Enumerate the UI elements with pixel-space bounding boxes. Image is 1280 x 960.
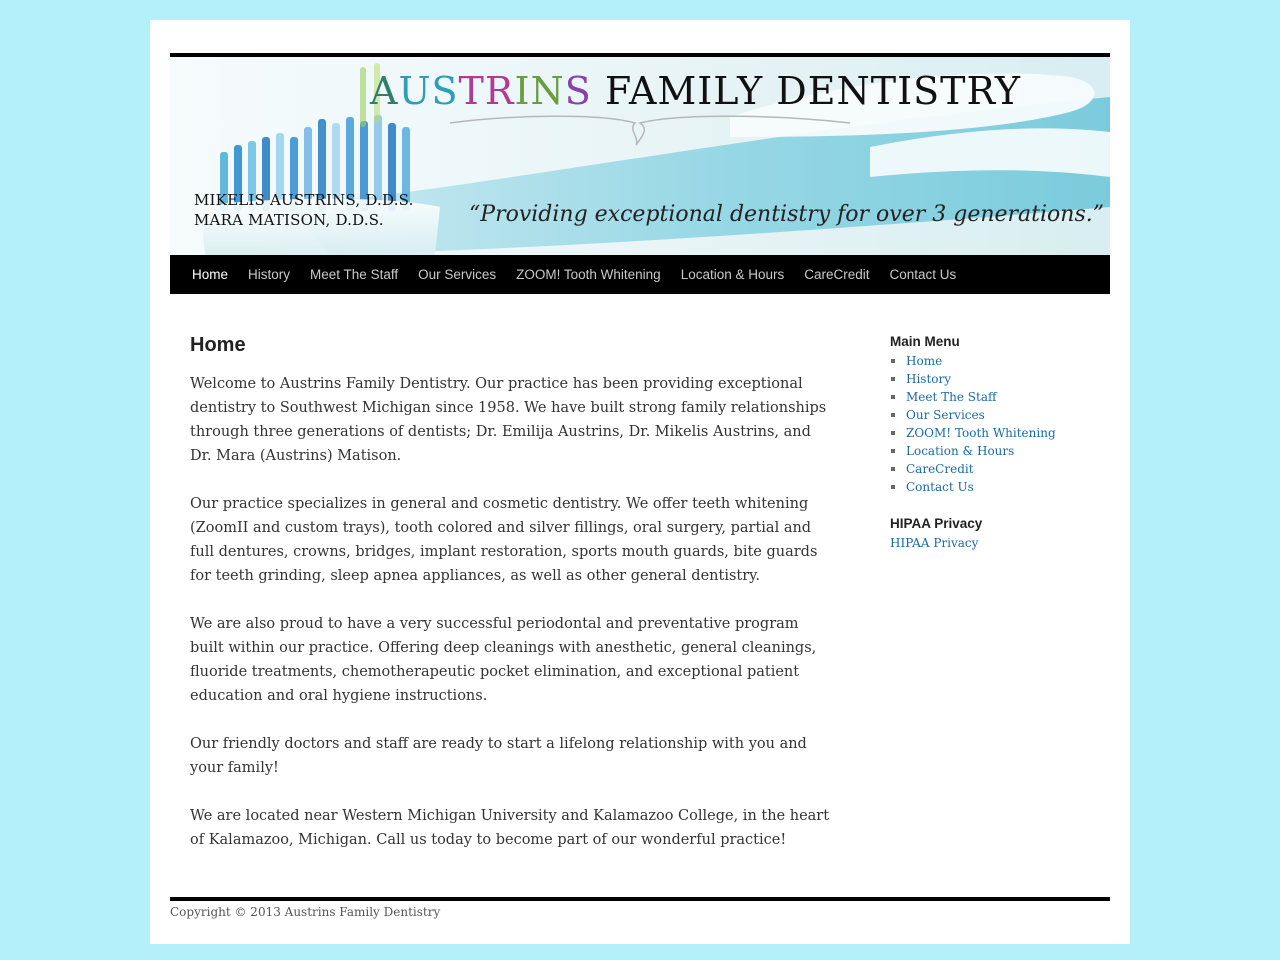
nav-item-our-services[interactable]: Our Services [418, 267, 497, 282]
hipaa-title: HIPAA Privacy [890, 516, 983, 531]
sidebar-item-home [890, 352, 1110, 370]
page-container [150, 20, 1130, 944]
sidebar-item-meet-the-staff [890, 388, 1110, 406]
main-content [190, 333, 835, 876]
content-paragraph: Welcome to Austrins Family Dentistry. Our practice has been providing exceptional dentistry to Southwest Michigan since 1958. We have built strong family relationships through three generations of dentists; Dr. Emilija Austrins, Dr. Mikelis Austrins, and Dr. Mara (Austrins) Matison. [190, 376, 827, 464]
sidebar-item-history [890, 370, 1110, 388]
sidebar-item-carecredit [890, 460, 1110, 478]
bullet-icon [891, 431, 895, 435]
sidebar-link-home[interactable]: Home [906, 354, 943, 368]
sidebar-item-contact-us [890, 478, 1110, 496]
sidebar-link-our-services[interactable]: Our Services [906, 408, 985, 422]
bullet-icon [891, 485, 895, 489]
sidebar-item-zoom-whitening [890, 424, 1110, 442]
hipaa-privacy-link[interactable]: HIPAA Privacy [890, 536, 979, 550]
site-title-part: S [564, 69, 592, 113]
content-paragraph: Our friendly doctors and staff are ready to start a lifelong relationship with you and your family! [190, 736, 807, 776]
bullet-icon [891, 359, 895, 363]
main-menu-title: Main Menu [890, 334, 960, 349]
main-nav [170, 255, 1110, 294]
nav-item-home[interactable]: Home [192, 267, 229, 282]
bullet-icon [891, 377, 895, 381]
bullet-icon [891, 467, 895, 471]
page-title: Home [190, 334, 246, 356]
site-title-part: FAMILY DENTISTRY [591, 69, 1021, 113]
bullet-icon [891, 413, 895, 417]
nav-item-history[interactable]: History [248, 267, 291, 282]
site-title-part: US [398, 69, 459, 113]
bullet-icon [891, 395, 895, 399]
sidebar-link-carecredit[interactable]: CareCredit [906, 462, 974, 476]
site-title-part: IN [514, 69, 565, 113]
sidebar-item-location-hours [890, 442, 1110, 460]
footer-rule [170, 897, 1110, 901]
doctor-name: MARA MATISON, D.D.S. [194, 211, 384, 229]
content-paragraph: We are located near Western Michigan University and Kalamazoo College, in the heart of Kalamazoo, Michigan. Call us today to become part of our wonderful practice! [190, 808, 830, 848]
site-title-part: A [370, 69, 399, 113]
header-banner [170, 57, 1110, 255]
sidebar-menu [890, 352, 1110, 496]
site-title-part: TR [458, 69, 515, 113]
nav-item-zoom-whitening[interactable]: ZOOM! Tooth Whitening [516, 267, 661, 282]
site-tagline: “Providing exceptional dentistry for over 3 generations.” [469, 202, 1104, 227]
sidebar-link-meet-the-staff[interactable]: Meet The Staff [906, 390, 997, 404]
bullet-icon [891, 449, 895, 453]
sidebar-link-location-hours[interactable]: Location & Hours [906, 444, 1015, 458]
content-paragraph: We are also proud to have a very successful periodontal and preventative program built within our practice. Offering deep cleanings with anesthetic, general cleanings, fluoride treatments, chemotherapeutic pocket elimination, and exceptional patient education and oral hygiene instructions. [190, 616, 817, 704]
nav-item-meet-the-staff[interactable]: Meet The Staff [310, 267, 399, 282]
sidebar-link-history[interactable]: History [906, 372, 952, 386]
sidebar-item-our-services [890, 406, 1110, 424]
site-title[interactable] [370, 69, 1021, 113]
content-paragraph: Our practice specializes in general and cosmetic dentistry. We offer teeth whitening (ZoomII and custom trays), tooth colored and silver fillings, oral surgery, partial and full dentures, crowns, bridges, implant restoration, sports mouth guards, bite guards for teeth grinding, sleep apnea appliances, as well as other general dentistry. [190, 496, 818, 584]
nav-item-carecredit[interactable]: CareCredit [804, 267, 870, 282]
sidebar [890, 334, 1110, 552]
copyright-text: Copyright © 2013 Austrins Family Dentistry [170, 905, 441, 919]
sidebar-link-contact-us[interactable]: Contact Us [906, 480, 974, 494]
doctor-name: MIKELIS AUSTRINS, D.D.S. [194, 191, 414, 209]
nav-item-contact-us[interactable]: Contact Us [889, 267, 957, 282]
sidebar-link-zoom-whitening[interactable]: ZOOM! Tooth Whitening [906, 426, 1056, 440]
nav-item-location-hours[interactable]: Location & Hours [680, 267, 785, 282]
